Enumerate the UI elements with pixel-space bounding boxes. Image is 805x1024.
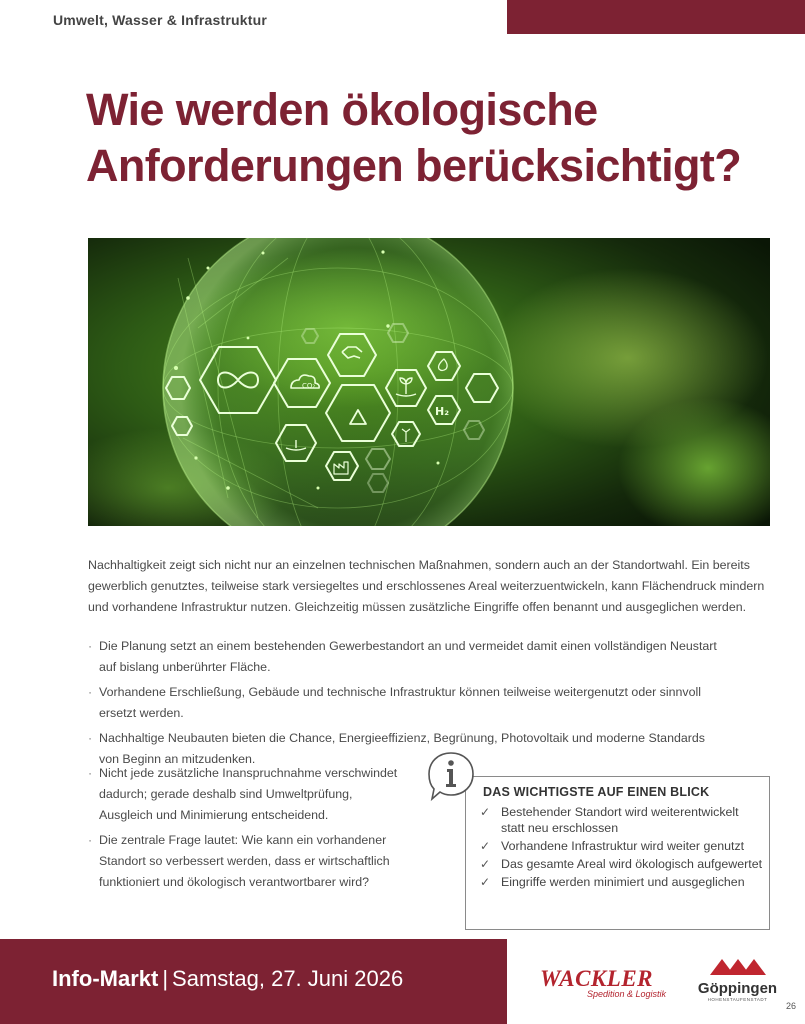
list-item: · Vorhandene Erschließung, Gebäude und technische Infrastruktur können teilweise weitergenutzt oder sinnvoll ersetzt werden.	[88, 682, 728, 724]
event-name: Info-Markt	[52, 966, 159, 991]
co2-icon-label: CO₂	[302, 382, 316, 390]
check-icon: ✓	[480, 857, 491, 871]
list-item: · Nachhaltige Neubauten bieten die Chance, Energieeffizienz, Begrünung, Photovoltaik und moderne Standards von Beginn an mitzudenken.	[88, 728, 728, 770]
intro-paragraph: Nachhaltigkeit zeigt sich nicht nur an einzelnen technischen Maßnahmen, sondern auch an der Standortwahl. Ein bereits gewerblich genutztes, teilweise stark versiegeltes und erschlossenes Areal weiterzuentwickeln, kann Flächendruck mindern und vorhandene Infrastruktur nutzen. Gleichzeitig müssen zusätzliche Eingriffe offen benannt und ausgeglichen werden.	[88, 558, 765, 614]
key-facts-list	[480, 804, 765, 892]
headline-line-2: Anforderungen berücksichtigt?	[86, 140, 742, 191]
goeppingen-logo-name: Göppingen	[697, 980, 778, 997]
footer-separator: |	[162, 966, 169, 991]
wackler-logo-tagline: Spedition & Logistik	[586, 989, 666, 999]
list-item: · Nicht jede zusätzliche Inanspruchnahme verschwindet dadurch; gerade deshalb sind Umweltprüfung, Ausgleich und Minimierung entscheidend.	[88, 763, 408, 826]
check-icon: ✓	[480, 805, 491, 819]
footer-band	[0, 939, 507, 1024]
wackler-logo-name: WACKLER	[540, 966, 653, 991]
bullet-list	[88, 636, 728, 774]
goeppingen-logo	[690, 957, 785, 1002]
page-number: 26	[786, 1001, 797, 1011]
list-item: ✓ Eingriffe werden minimiert und ausgeglichen	[480, 875, 745, 889]
event-date: Samstag, 27. Juni 2026	[172, 966, 404, 991]
check-icon: ✓	[480, 839, 491, 853]
top-color-band	[507, 0, 805, 34]
check-icon: ✓	[480, 875, 491, 889]
list-item: ✓ Das gesamte Areal wird ökologisch aufgewertet	[480, 857, 763, 871]
wackler-logo	[540, 968, 666, 999]
section-label: Umwelt, Wasser & Infrastruktur	[53, 12, 267, 28]
hero-image	[88, 238, 770, 526]
list-item: ✓ Bestehender Standort wird weiterentwickelt statt neu erschlossen	[480, 805, 739, 835]
key-facts-box	[465, 776, 770, 930]
list-item: · Die Planung setzt an einem bestehenden Gewerbestandort an und vermeidet damit einen vollständigen Neustart auf bislang unberührter Fläche.	[88, 636, 728, 678]
bullet-list-narrow	[88, 763, 408, 897]
info-speech-bubble-icon	[426, 750, 476, 802]
footer-event-line	[52, 966, 403, 992]
page-headline	[86, 82, 796, 194]
list-item: · Die zentrale Frage lautet: Wie kann ein vorhandener Standort so verbessert werden, dass er wirtschaftlich funktioniert und ökologisch verantwortbarer wird?	[88, 830, 408, 893]
key-facts-title: DAS WICHTIGSTE AUF EINEN BLICK	[483, 785, 710, 799]
goeppingen-roof-icon	[710, 957, 766, 975]
goeppingen-logo-tagline: HOHENSTAUFENSTADT	[707, 997, 768, 1002]
headline-line-1: Wie werden ökologische	[86, 84, 598, 135]
h2-icon-label: H₂	[435, 405, 450, 418]
list-item: ✓ Vorhandene Infrastruktur wird weiter genutzt	[480, 839, 745, 853]
